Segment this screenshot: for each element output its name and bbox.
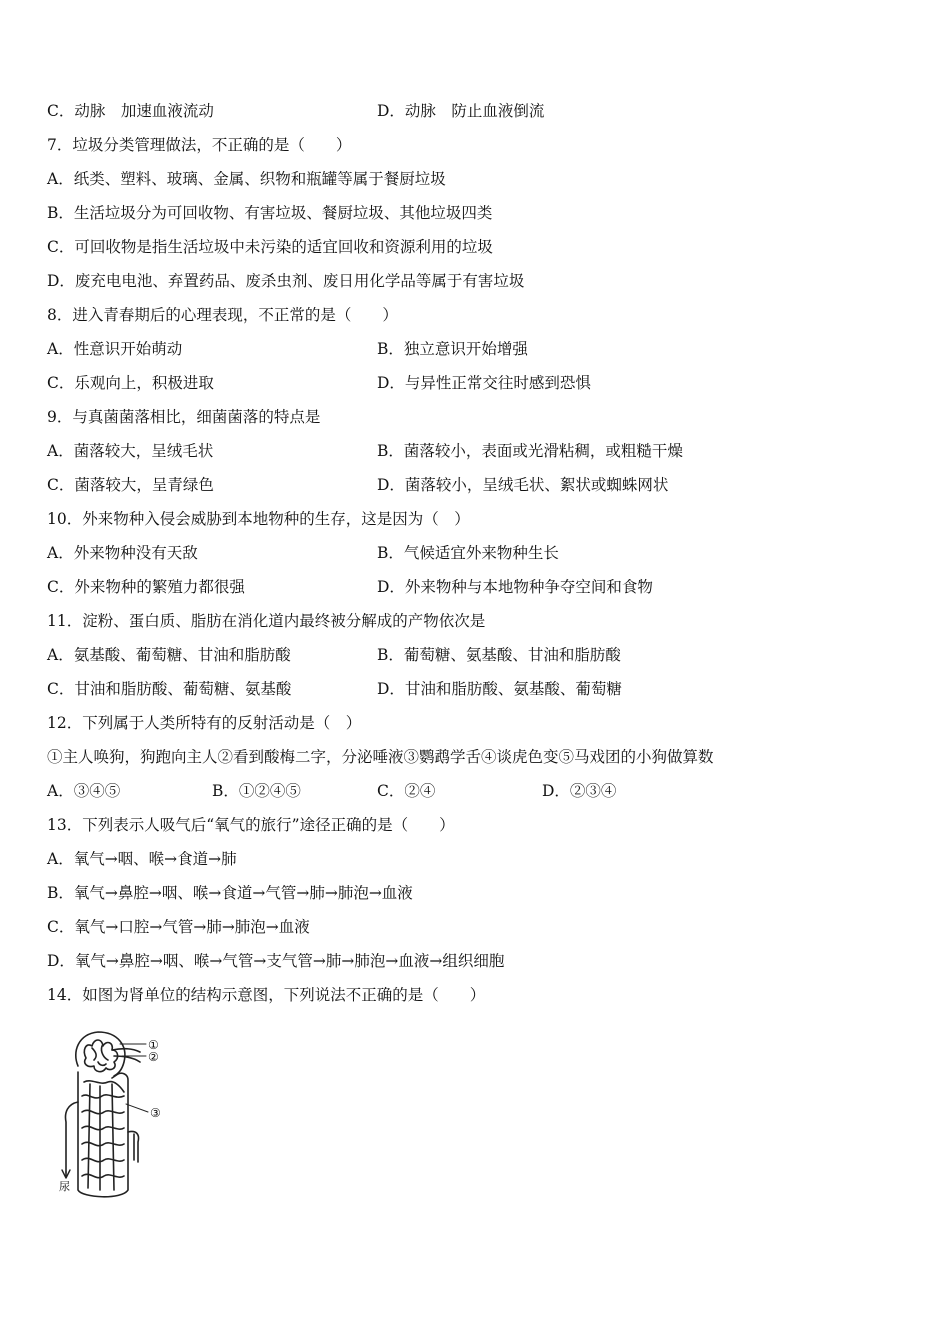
label-1: ①: [148, 1038, 159, 1052]
glomerulus-shape: [84, 1040, 117, 1072]
label-3: ③: [150, 1106, 161, 1120]
q12-option-b: B．①②④⑤: [212, 782, 301, 800]
q11-option-b: B．葡萄糖、氨基酸、甘油和脂肪酸: [377, 646, 621, 664]
q6-option-c: C．动脉 加速血液流动: [47, 102, 214, 120]
q13-option-a: A．氧气→咽、喉→食道→肺: [47, 850, 237, 868]
q12-option-a: A．③④⑤: [47, 782, 121, 800]
tubule-network-shape: [78, 1072, 128, 1197]
label-2: ②: [148, 1050, 159, 1064]
q7-stem: 7．垃圾分类管理做法，不正确的是（ ）: [47, 136, 352, 154]
q7-option-a: A．纸类、塑料、玻璃、金属、织物和瓶罐等属于餐厨垃圾: [47, 170, 446, 188]
q13-option-c: C．氧气→口腔→气管→肺→肺泡→血液: [47, 918, 310, 936]
nephron-diagram: [48, 1022, 178, 1204]
q10-stem: 10．外来物种入侵会威胁到本地物种的生存，这是因为（ ）: [47, 510, 470, 528]
q8-option-b: B．独立意识开始增强: [377, 340, 528, 358]
q9-option-a: A．菌落较大，呈绒毛状: [47, 442, 214, 460]
q13-option-b: B．氧气→鼻腔→咽、喉→食道→气管→肺→肺泡→血液: [47, 884, 413, 902]
q8-option-c: C．乐观向上，积极进取: [47, 374, 214, 392]
q9-option-d: D．菌落较小，呈绒毛状、絮状或蜘蛛网状: [377, 476, 669, 494]
q12-stem: 12．下列属于人类所特有的反射活动是（ ）: [47, 714, 362, 732]
q11-option-c: C．甘油和脂肪酸、葡萄糖、氨基酸: [47, 680, 292, 698]
q10-option-b: B．气候适宜外来物种生长: [377, 544, 559, 562]
q7-option-b: B．生活垃圾分为可回收物、有害垃圾、餐厨垃圾、其他垃圾四类: [47, 204, 493, 222]
q8-stem: 8．进入青春期后的心理表现，不正常的是（ ）: [47, 306, 398, 324]
q12-option-d: D．②③④: [542, 782, 617, 800]
q7-option-c: C．可回收物是指生活垃圾中未污染的适宜回收和资源利用的垃圾: [47, 238, 493, 256]
q10-option-c: C．外来物种的繁殖力都很强: [47, 578, 245, 596]
q9-option-b: B．菌落较小，表面或光滑粘稠，或粗糙干燥: [377, 442, 683, 460]
q9-stem: 9．与真菌菌落相比，细菌菌落的特点是: [47, 408, 321, 426]
q13-option-d: D．氧气→鼻腔→咽、喉→气管→支气管→肺→肺泡→血液→组织细胞: [47, 952, 505, 970]
q10-option-d: D．外来物种与本地物种争夺空间和食物: [377, 578, 653, 596]
label-urine: 尿: [59, 1180, 70, 1193]
q9-option-c: C．菌落较大，呈青绿色: [47, 476, 214, 494]
q10-option-a: A．外来物种没有天敌: [47, 544, 198, 562]
q6-option-d: D．动脉 防止血液倒流: [377, 102, 545, 120]
q12-option-c: C．②④: [377, 782, 436, 800]
q8-option-d: D．与异性正常交往时感到恐惧: [377, 374, 591, 392]
q8-option-a: A．性意识开始萌动: [47, 340, 183, 358]
q13-stem: 13．下列表示人吸气后“氧气的旅行”途径正确的是（ ）: [47, 816, 455, 834]
q7-option-d: D．废充电电池、弃置药品、废杀虫剂、废日用化学品等属于有害垃圾: [47, 272, 525, 290]
q11-option-a: A．氨基酸、葡萄糖、甘油和脂肪酸: [47, 646, 291, 664]
q14-stem: 14．如图为肾单位的结构示意图，下列说法不正确的是（ ）: [47, 986, 486, 1004]
q12-items: ①主人唤狗，狗跑向主人②看到酸梅二字，分泌唾液③鹦鹉学舌④谈虎色变⑤马戏团的小狗做算数: [47, 748, 714, 766]
q11-option-d: D．甘油和脂肪酸、氨基酸、葡萄糖: [377, 680, 622, 698]
q11-stem: 11．淀粉、蛋白质、脂肪在消化道内最终被分解成的产物依次是: [47, 612, 486, 630]
